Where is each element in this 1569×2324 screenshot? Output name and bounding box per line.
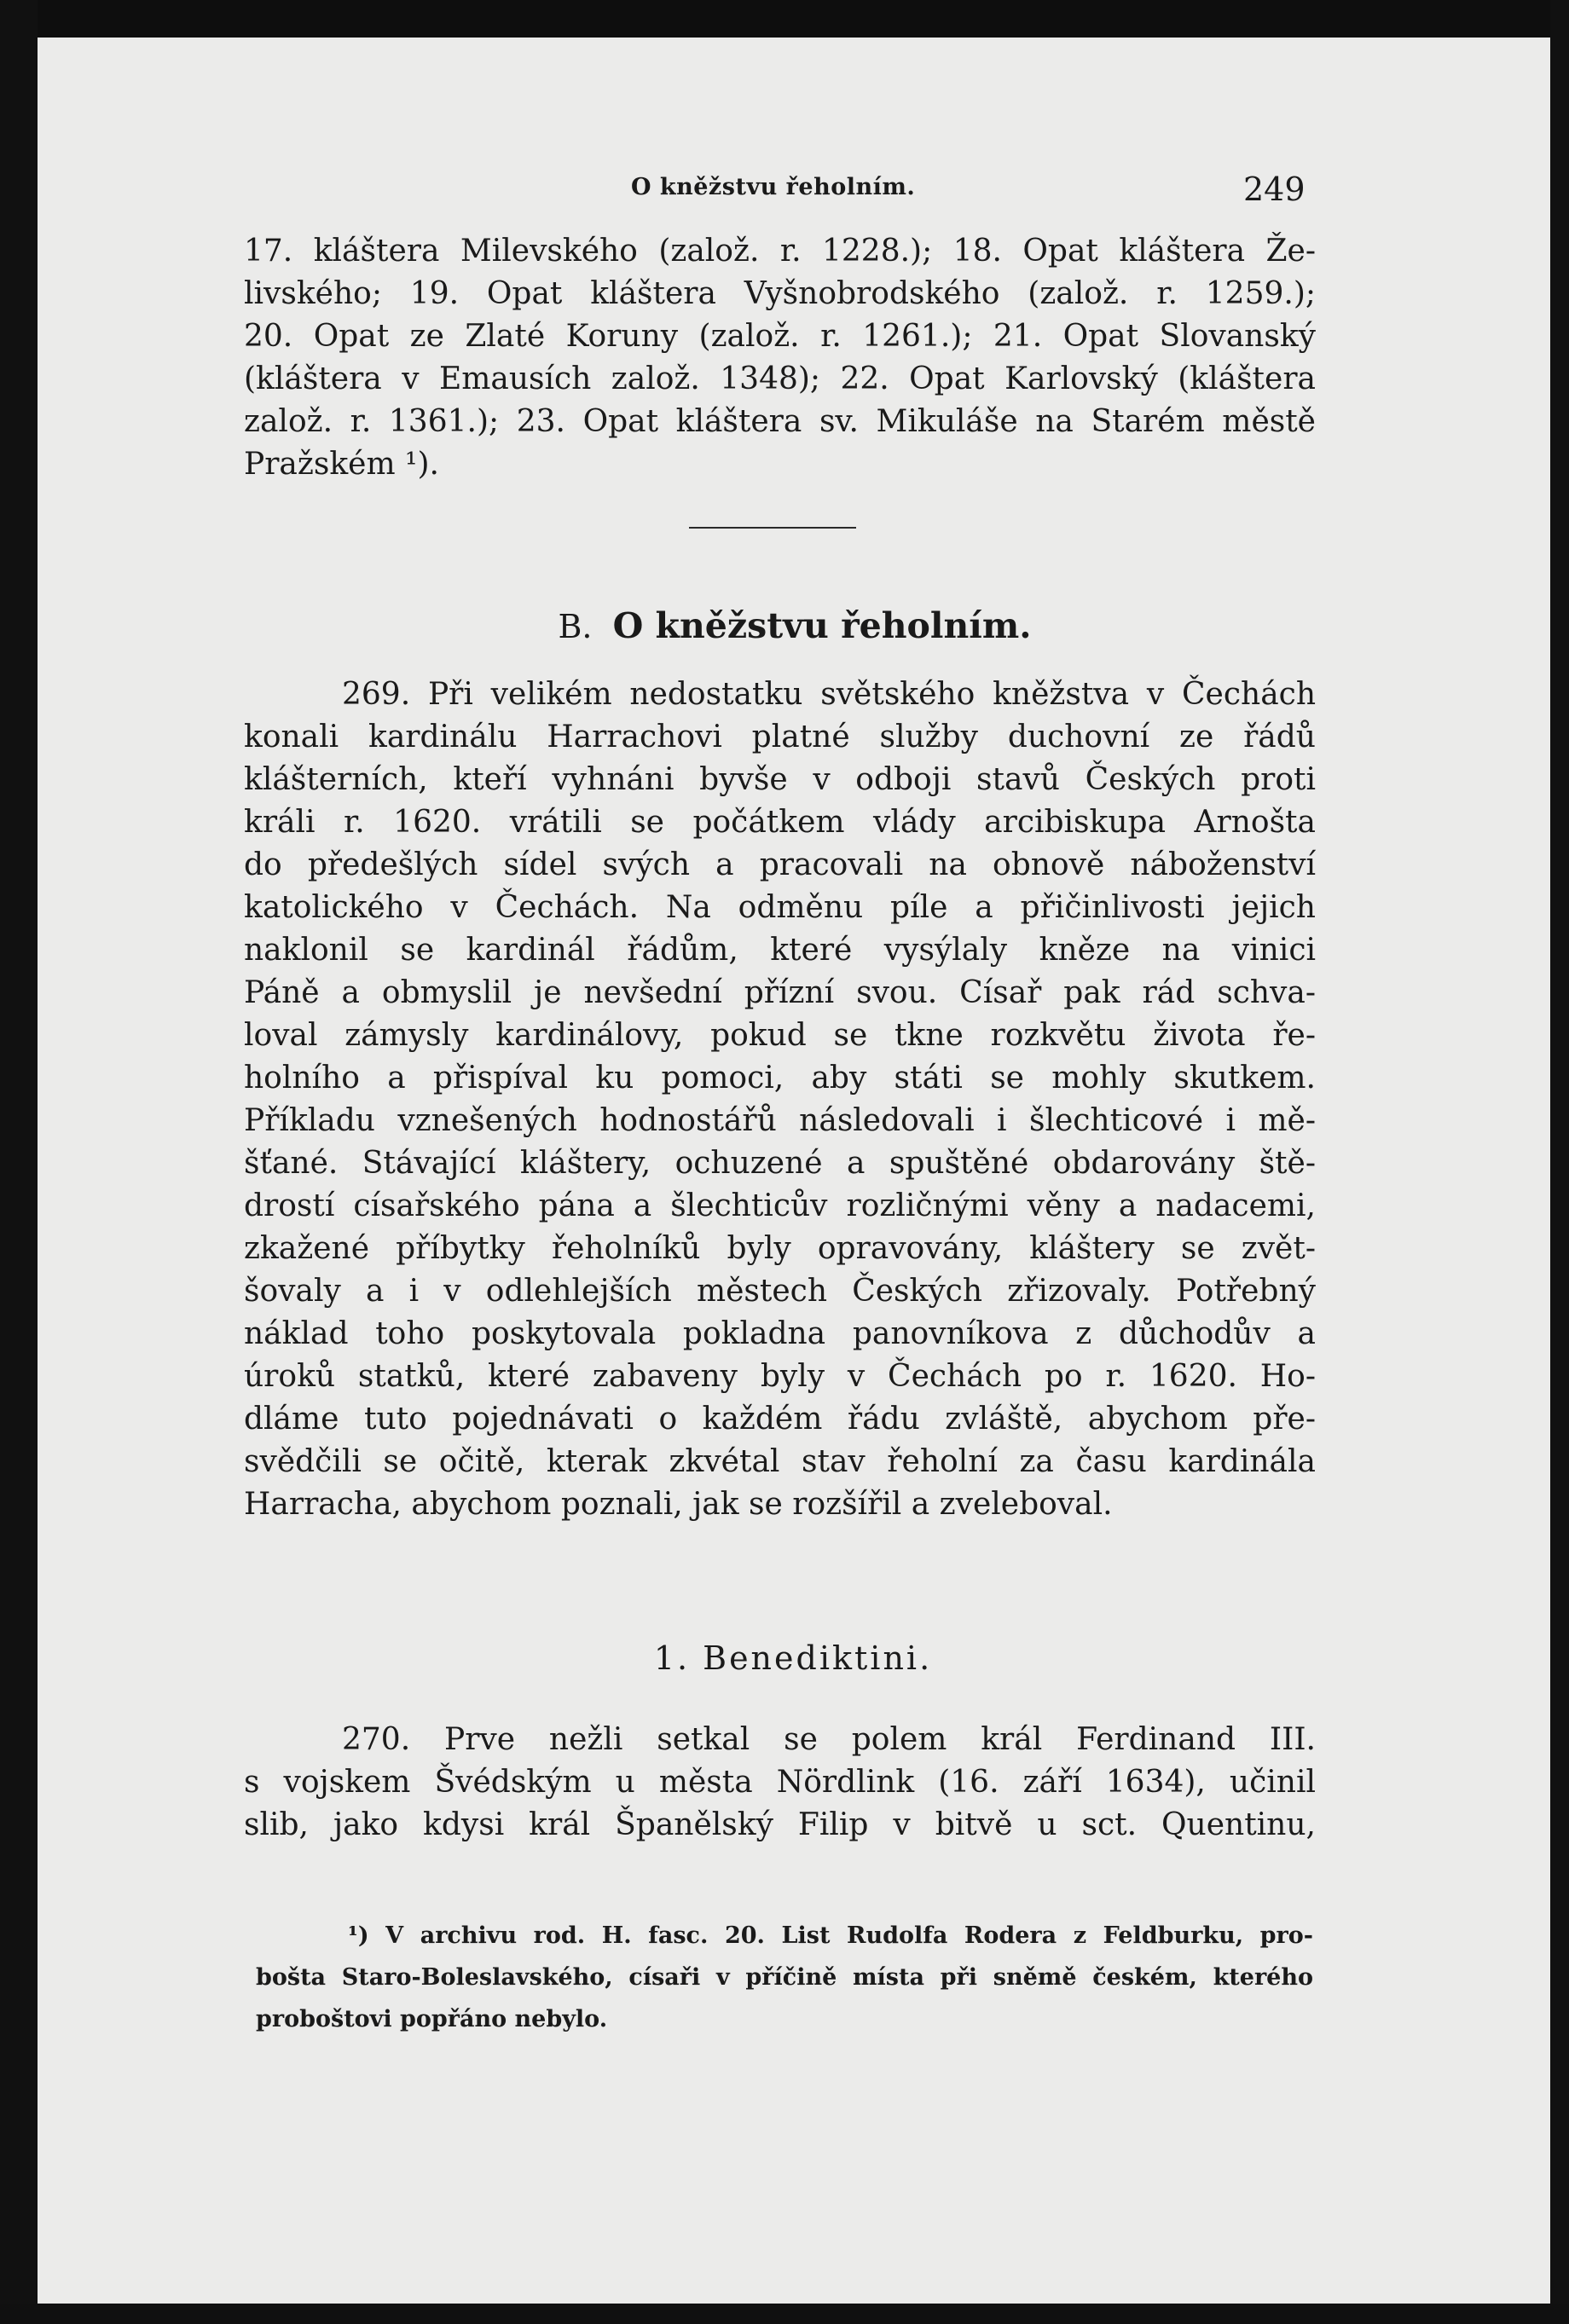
running-head [0,171,1569,213]
page-number: 249 [1243,171,1306,208]
subheading-benediktini: 1. Benediktini. [653,1639,933,1677]
text-line: loval zámysly kardinálovy, pokud se tkne rozkvětu života ře- [244,1018,1316,1053]
text-line: do předešlých sídel svých a pracovali na obnově náboženství [244,847,1316,882]
section-divider [689,527,856,529]
paragraph-269 [244,673,1316,1526]
text-line: králi r. 1620. vrátili se počátkem vlády arcibiskupa Arnošta [244,805,1316,840]
footnote-line: proboštovi popřáno nebylo. [256,2006,608,2032]
text-line: klášterních, kteří vyhnáni byvše v odboji stavů Českých proti [244,762,1316,797]
text-line: Harracha, abychom poznali, jak se rozšířil a zveleboval. [244,1487,1113,1522]
text-line: 17. kláštera Milevského (založ. r. 1228.); 18. Opat kláštera Že- [244,234,1316,269]
text-line: naklonil se kardinál řádům, které vysýlaly kněze na vinici [244,933,1316,968]
text-line: holního a přispíval ku pomoci, aby státi se mohly skutkem. [244,1061,1316,1096]
text-line: dláme tuto pojednávati o každém řádu zvláště, abychom pře- [244,1402,1316,1437]
text-line: zkažené příbytky řeholníků byly opravovány, kláštery se zvět- [244,1231,1316,1266]
text-line: úroků statků, které zabaveny byly v Čechách po r. 1620. Ho- [244,1359,1316,1394]
footnote-line: bošta Staro-Boleslavského, císaři v příčině místa při sněmě českém, kterého [256,1964,1313,1991]
text-line: slib, jako kdysi král Španělský Filip v bitvě u sct. Quentinu, [244,1807,1316,1842]
text-line: s vojskem Švédským u města Nördlink (16. září 1634), učinil [244,1765,1316,1800]
text-line: založ. r. 1361.); 23. Opat kláštera sv. Mikuláše na Starém městě [244,404,1316,439]
text-line: náklad toho poskytovala pokladna panovníkova z důchodův a [244,1316,1316,1351]
text-line: drostí císařského pána a šlechticův rozličnými věny a nadacemi, [244,1188,1316,1223]
text-line: konali kardinálu Harrachovi platné služby duchovní ze řádů [244,720,1316,754]
section-label: B. [558,608,593,645]
section-heading [0,605,1569,646]
footnote-line: ¹) V archivu rod. H. fasc. 20. List Rudolfa Rodera z Feldburku, pro- [348,1922,1313,1949]
footnote [256,1915,1313,2040]
text-line: 269. Při velikém nedostatku světského kněžstva v Čechách [342,677,1316,712]
text-line: livského; 19. Opat kláštera Vyšnobrodského (založ. r. 1259.); [244,276,1316,311]
text-line: Páně a obmyslil je nevšední přízní svou. Císař pak rád schva- [244,975,1316,1010]
text-line: 270. Prve nežli setkal se polem král Ferdinand III. [342,1722,1316,1757]
text-line: Pražském ¹). [244,447,439,482]
running-title: O kněžstvu řeholním. [631,174,916,200]
text-line: šovaly a i v odlehlejších městech Českých zřizovaly. Potřebný [244,1274,1316,1309]
section-title: O kněžstvu řeholním. [612,605,1032,646]
intro-paragraph [244,230,1316,486]
text-line: (kláštera v Emausích založ. 1348); 22. Opat Karlovský (kláštera [244,361,1316,396]
text-line: katolického v Čechách. Na odměnu píle a přičinlivosti jejich [244,890,1316,925]
text-line: šťané. Stávající kláštery, ochuzené a spuštěné obdarovány ště- [244,1146,1316,1181]
text-line: svědčili se očitě, kterak zkvétal stav řeholní za času kardinála [244,1444,1316,1479]
text-line: Příkladu vznešených hodnostářů následovali i šlechticové i mě- [244,1103,1316,1138]
paragraph-270 [244,1719,1316,1847]
text-line: 20. Opat ze Zlaté Koruny (založ. r. 1261.); 21. Opat Slovanský [244,319,1316,354]
